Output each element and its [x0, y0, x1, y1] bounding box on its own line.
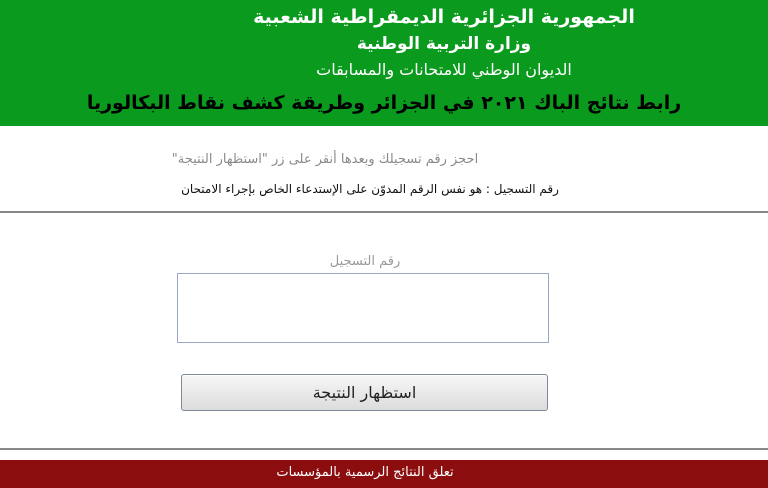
header-banner — [0, 0, 768, 126]
office-title: الديوان الوطني للامتحانات والمسابقات — [316, 60, 572, 79]
divider-top — [0, 211, 768, 213]
footer-text: تعلق النتائج الرسمية بالمؤسسات — [276, 465, 454, 480]
show-result-button[interactable]: استظهار النتيجة — [181, 374, 548, 411]
divider-bottom — [0, 448, 768, 450]
instruction-text: احجز رقم تسجيلك وبعدها أنقر على زر "استظهار النتيجة" — [171, 152, 479, 167]
registration-label: رقم التسجيل — [329, 254, 401, 269]
registration-number-input[interactable] — [177, 273, 549, 343]
ministry-title: وزارة التربية الوطنية — [356, 34, 532, 54]
footer-banner — [0, 460, 768, 488]
republic-title: الجمهورية الجزائرية الديمقراطية الشعبية — [253, 6, 635, 28]
page-headline: رابط نتائج الباك ٢٠٢١ في الجزائر وطريقة كشف نقاط البكالوريا — [86, 92, 682, 114]
registration-note: رقم التسجيل : هو نفس الرقم المدوّن على الإستدعاء الخاص بإجراء الامتحان — [181, 182, 559, 196]
